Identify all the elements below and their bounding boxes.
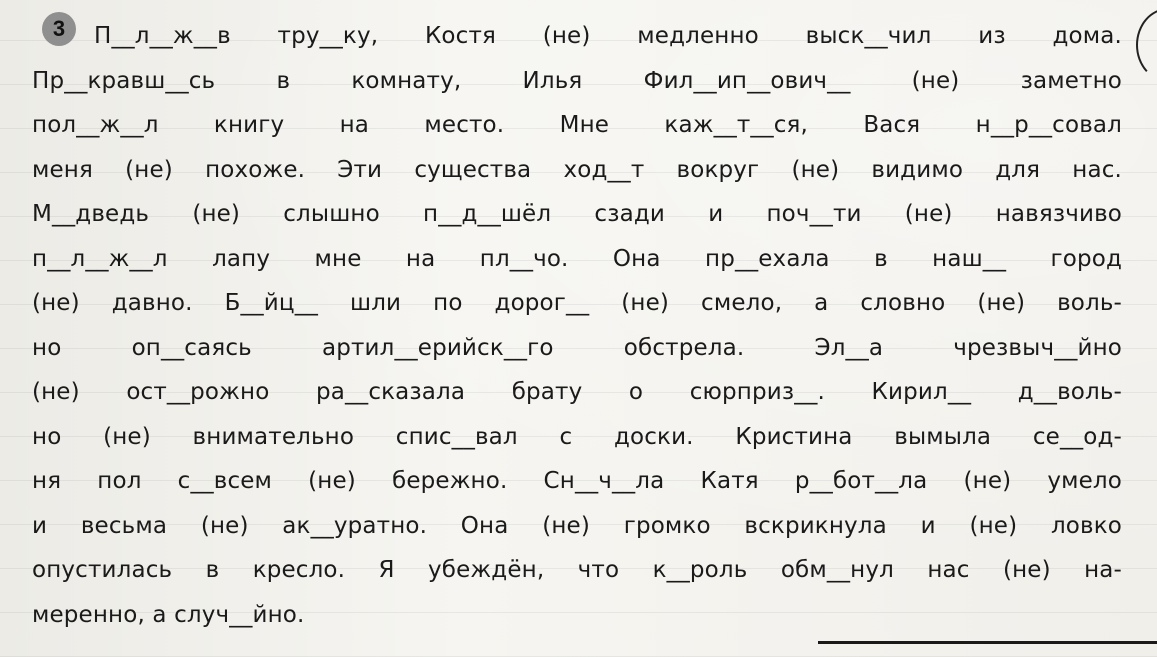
text-line: Пр__кравш__сь в комнату, Илья Фил__ип__ович__ (не) заметно: [32, 67, 1122, 94]
text-line: и весьма (не) ак__уратно. Она (не) громко вскрикнула и (не) ловко: [32, 512, 1122, 539]
bottom-rule-divider: [818, 641, 1157, 644]
text-line: опустилась в кресло. Я убеждён, что к__роль обм__нул нас (не) на-: [32, 557, 1122, 583]
text-line: (не) давно. Б__йц__ шли по дорог__ (не) смело, а словно (не) воль-: [32, 290, 1122, 316]
text-line: (не) ост__рожно ра__сказала брату о сюрприз__. Кирил__ д__воль-: [32, 379, 1122, 405]
exercise-text: [32, 14, 1122, 637]
text-line: но оп__саясь артил__ерийск__го обстрела. Эл__а чрезвыч__йно: [32, 334, 1122, 361]
text-line: меня (не) похоже. Эти существа ход__т вокруг (не) видимо для нас.: [32, 156, 1122, 183]
text-line: пол__ж__л книгу на место. Мне каж__т__ся, Вася н__р__совал: [32, 112, 1122, 138]
text-line: М__дведь (не) слышно п__д__шёл сзади и поч__ти (не) навязчиво: [32, 201, 1122, 227]
text-line: но (не) внимательно спис__вал с доски. Кристина вымыла се__од-: [32, 423, 1122, 450]
text-line: П__л__ж__в тру__ку, Костя (не) медленно выск__чил из дома.: [94, 23, 1122, 49]
text-line: меренно, а случ__йно.: [32, 601, 305, 628]
margin-arc: [1136, 8, 1157, 82]
text-line: ня пол с__всем (не) бережно. Сн__ч__ла Катя р__бот__ла (не) умело: [32, 468, 1122, 494]
task-number-badge: 3: [42, 12, 76, 46]
text-line: п__л__ж__л лапу мне на пл__чо. Она пр__ехала в наш__ город: [32, 245, 1122, 272]
